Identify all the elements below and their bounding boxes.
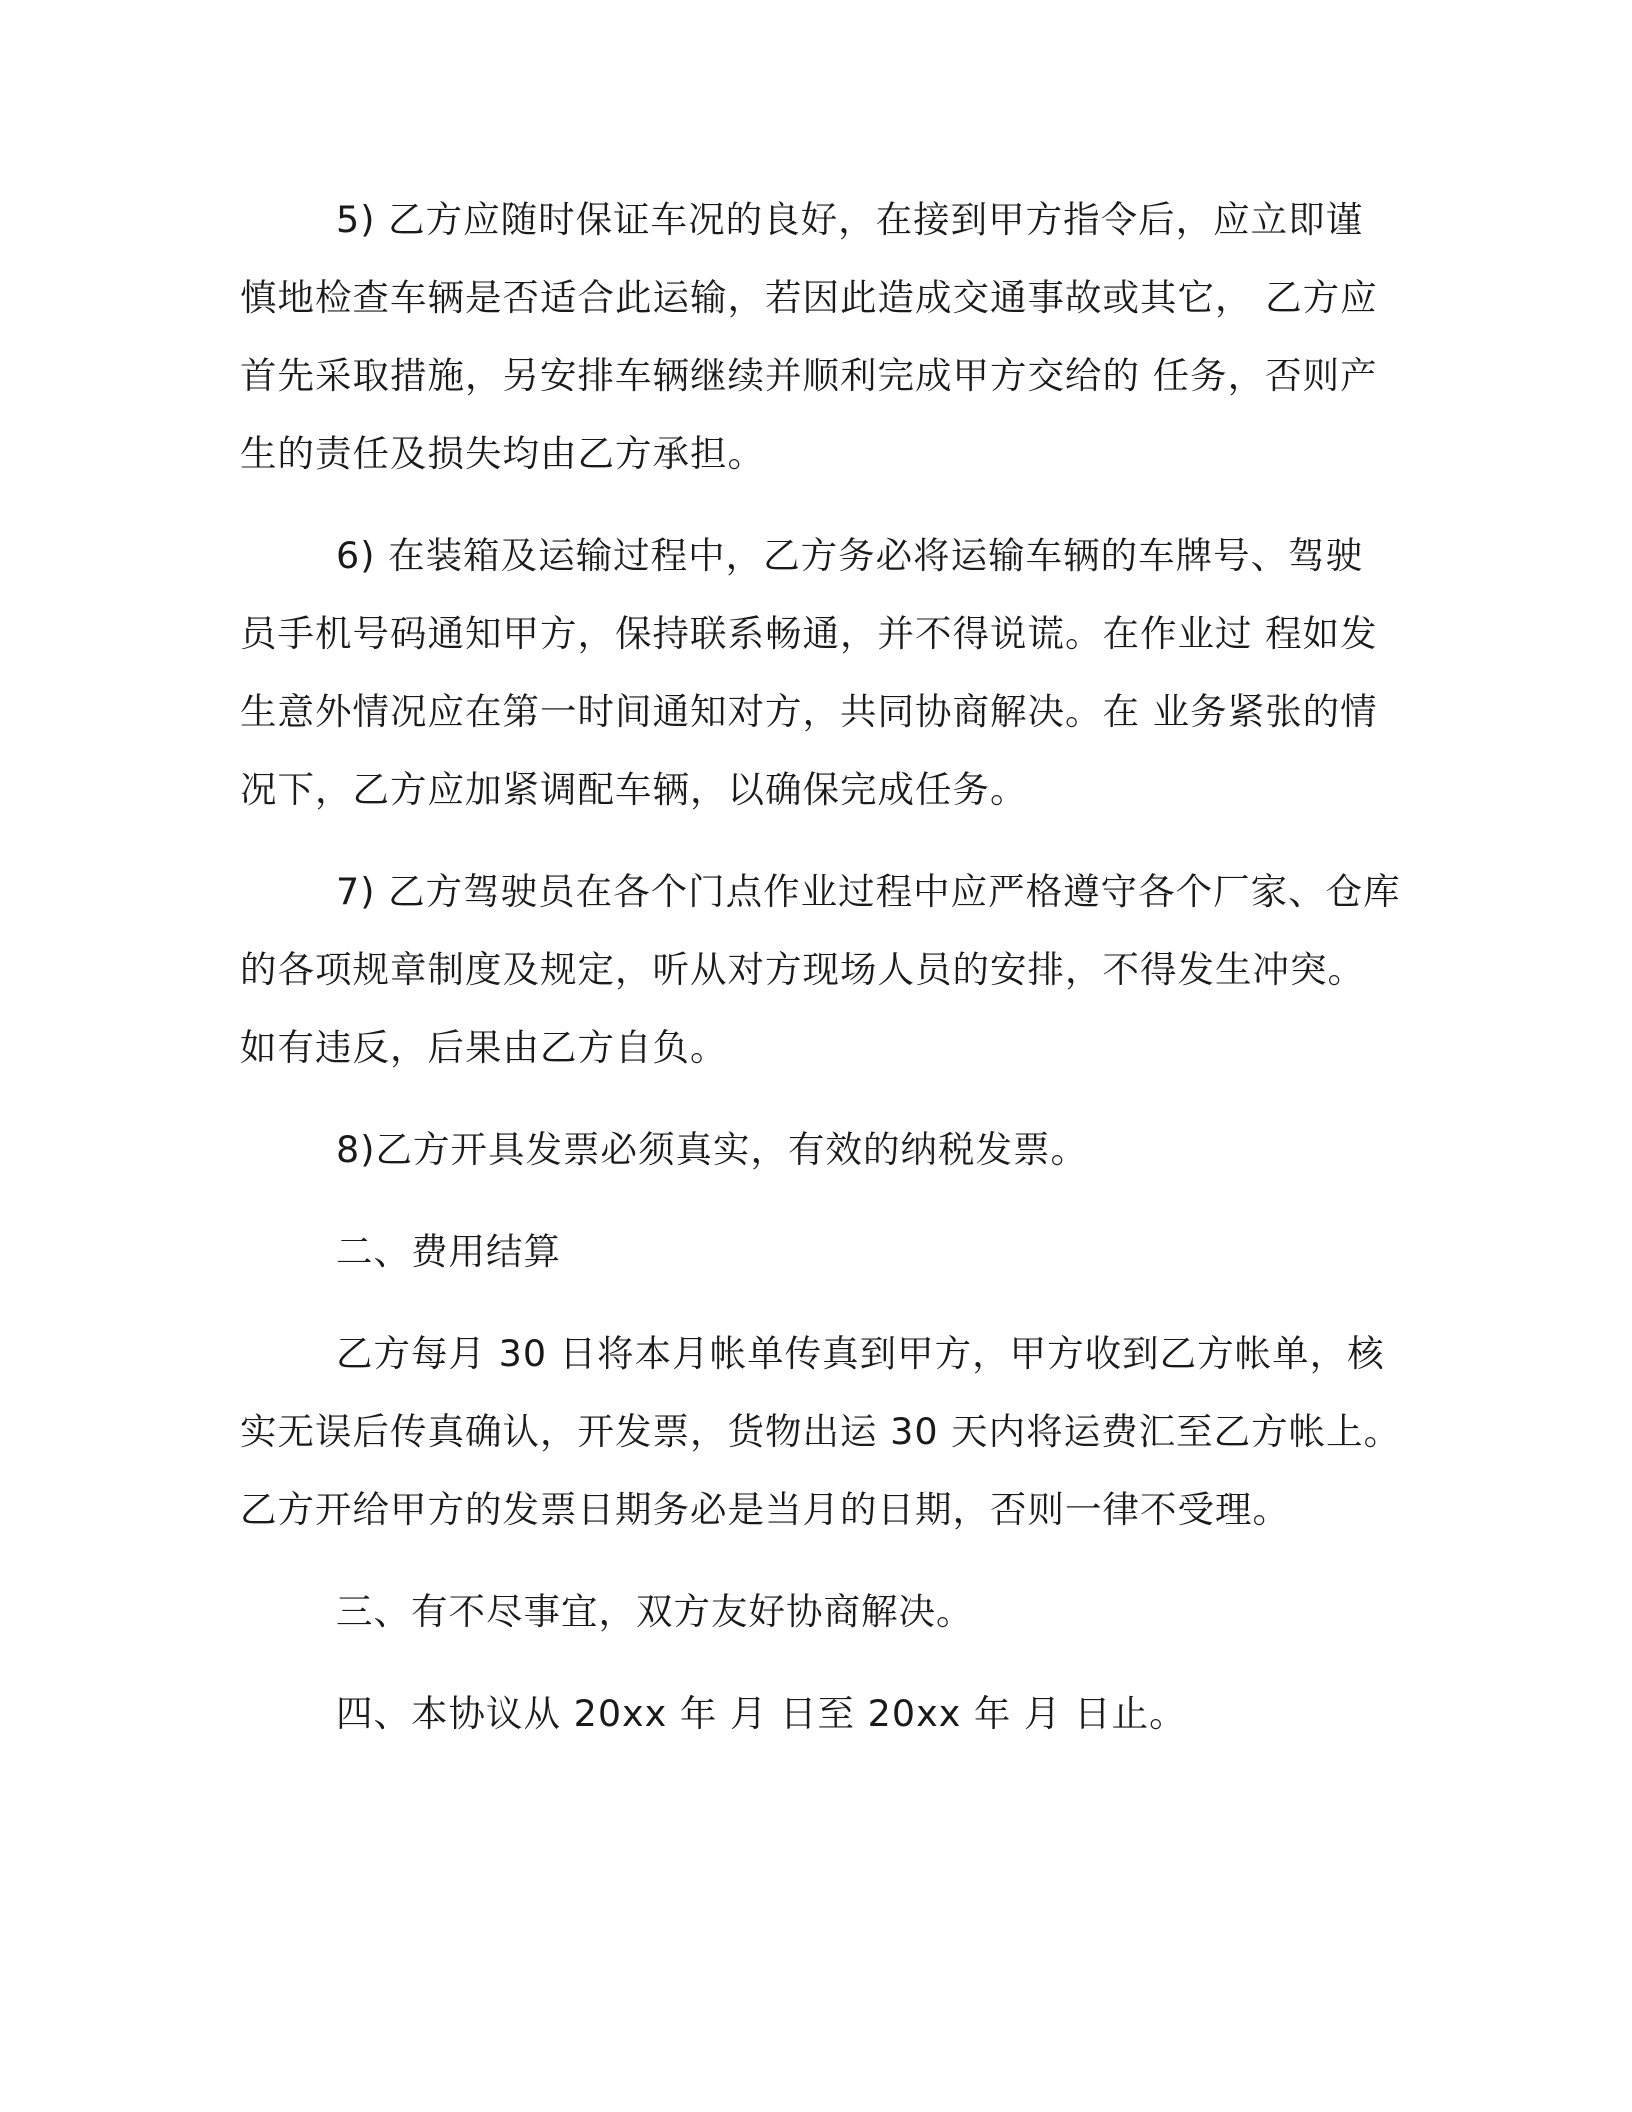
clause-6-paragraph bbox=[240, 524, 1390, 836]
paragraph-gap bbox=[240, 836, 1390, 860]
paragraph-line: 实无误后传真确认，开发票，货物出运 30 天内将运费汇至乙方帐上。 bbox=[240, 1410, 1402, 1453]
paragraph-line: 生的责任及损失均由乙方承担。 bbox=[240, 432, 765, 475]
paragraph-line: 乙方每月 30 日将本月帐单传真到甲方，甲方收到乙方帐单，核 bbox=[336, 1332, 1385, 1375]
paragraph-line: 慎地检查车辆是否适合此运输，若因此造成交通事故或其它， 乙方应 bbox=[240, 276, 1378, 319]
document-body bbox=[240, 188, 1402, 1760]
paragraph-line: 三、有不尽事宜，双方友好协商解决。 bbox=[336, 1590, 974, 1633]
clause-7-paragraph bbox=[240, 860, 1401, 1094]
paragraph-line: 的各项规章制度及规定，听从对方现场人员的安排，不得发生冲突。 bbox=[240, 948, 1365, 991]
section-2-heading bbox=[240, 1220, 1390, 1298]
clause-8-paragraph bbox=[240, 1118, 1390, 1196]
paragraph-line: 7) 乙方驾驶员在各个门点作业过程中应严格遵守各个厂家、仓库 bbox=[336, 870, 1401, 913]
paragraph-gap bbox=[240, 1556, 1390, 1580]
paragraph-line: 首先采取措施，另安排车辆继续并顺利完成甲方交给的 任务，否则产 bbox=[240, 354, 1378, 397]
paragraph-gap bbox=[240, 500, 1390, 524]
paragraph-gap bbox=[240, 1658, 1390, 1682]
section-3-paragraph bbox=[240, 1580, 1390, 1658]
paragraph-line: 四、本协议从 20xx 年 月 日至 20xx 年 月 日止。 bbox=[336, 1692, 1187, 1735]
paragraph-gap bbox=[240, 1094, 1390, 1118]
paragraph-gap bbox=[240, 1196, 1390, 1220]
paragraph-line: 乙方开给甲方的发票日期务必是当月的日期，否则一律不受理。 bbox=[240, 1488, 1290, 1531]
paragraph-line: 员手机号码通知甲方，保持联系畅通，并不得说谎。在作业过 程如发 bbox=[240, 612, 1378, 655]
section-heading: 二、费用结算 bbox=[336, 1230, 561, 1273]
section-4-paragraph bbox=[240, 1682, 1390, 1760]
paragraph-line: 生意外情况应在第一时间通知对方，共同协商解决。在 业务紧张的情 bbox=[240, 690, 1378, 733]
paragraph-line: 况下，乙方应加紧调配车辆，以确保完成任务。 bbox=[240, 768, 1028, 811]
paragraph-gap bbox=[240, 1298, 1390, 1322]
section-2-body-paragraph bbox=[240, 1322, 1402, 1556]
paragraph-line: 8)乙方开具发票必须真实，有效的纳税发票。 bbox=[336, 1128, 1088, 1171]
paragraph-line: 6) 在装箱及运输过程中，乙方务必将运输车辆的车牌号、驾驶 bbox=[336, 534, 1364, 577]
paragraph-line: 如有违反，后果由乙方自负。 bbox=[240, 1026, 728, 1069]
clause-5-paragraph bbox=[240, 188, 1390, 500]
paragraph-line: 5) 乙方应随时保证车况的良好，在接到甲方指令后，应立即谨 bbox=[336, 198, 1364, 241]
